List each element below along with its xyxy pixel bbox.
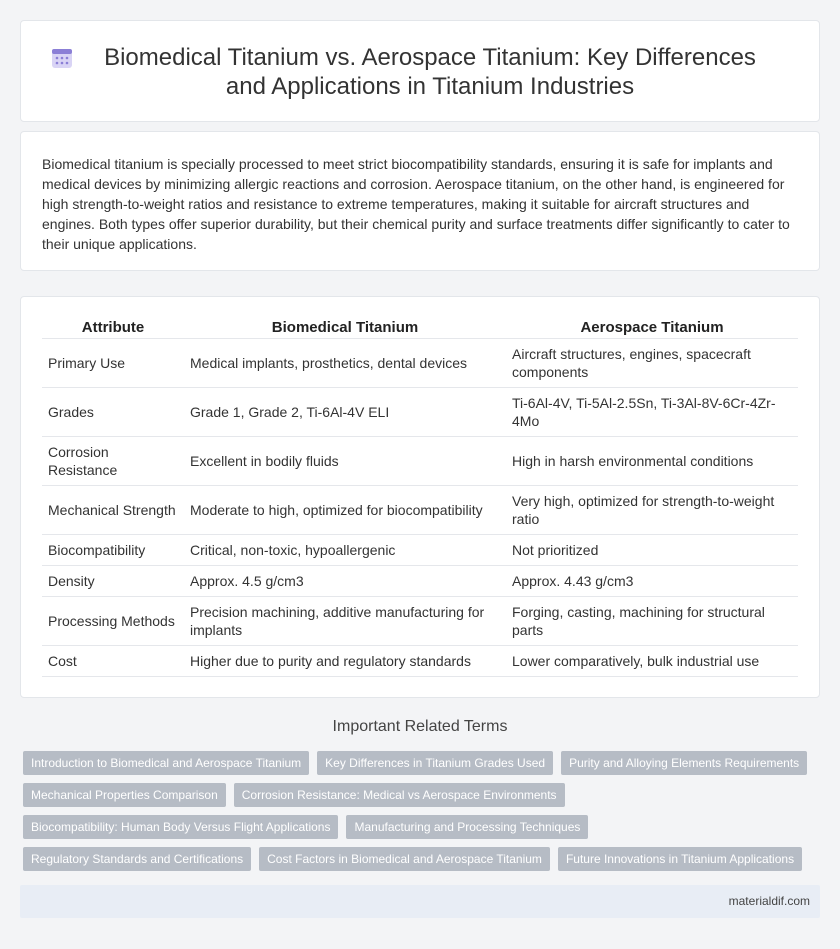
row-biomedical: Higher due to purity and regulatory standards xyxy=(184,646,506,677)
footer-site-link[interactable]: materialdif.com xyxy=(728,894,810,908)
related-term-tag[interactable]: Future Innovations in Titanium Applications xyxy=(558,847,802,871)
row-aerospace: Approx. 4.43 g/cm3 xyxy=(506,566,798,597)
row-attribute: Cost xyxy=(42,646,184,677)
row-biomedical: Moderate to high, optimized for biocompatibility xyxy=(184,486,506,535)
row-aerospace: Very high, optimized for strength-to-weight ratio xyxy=(506,486,798,535)
related-term-tag[interactable]: Biocompatibility: Human Body Versus Flight Applications xyxy=(23,815,338,839)
row-attribute: Processing Methods xyxy=(42,597,184,646)
row-attribute: Primary Use xyxy=(42,339,184,388)
table-row xyxy=(42,597,798,646)
row-attribute: Density xyxy=(42,566,184,597)
related-term-tag[interactable]: Manufacturing and Processing Techniques xyxy=(346,815,588,839)
row-aerospace: High in harsh environmental conditions xyxy=(506,437,798,486)
related-term-tag[interactable]: Introduction to Biomedical and Aerospace Titanium xyxy=(23,751,309,775)
related-term-tag[interactable]: Purity and Alloying Elements Requirements xyxy=(561,751,807,775)
related-term-tag[interactable]: Mechanical Properties Comparison xyxy=(23,783,226,807)
comparison-table xyxy=(42,314,798,677)
related-term-tag[interactable]: Regulatory Standards and Certifications xyxy=(23,847,251,871)
related-term-tag[interactable]: Corrosion Resistance: Medical vs Aerospace Environments xyxy=(234,783,565,807)
row-biomedical: Precision machining, additive manufacturing for implants xyxy=(184,597,506,646)
table-row xyxy=(42,486,798,535)
row-aerospace: Aircraft structures, engines, spacecraft components xyxy=(506,339,798,388)
footer xyxy=(20,885,820,918)
row-aerospace: Lower comparatively, bulk industrial use xyxy=(506,646,798,677)
row-attribute: Corrosion Resistance xyxy=(42,437,184,486)
comparison-table-card xyxy=(20,296,820,698)
row-biomedical: Grade 1, Grade 2, Ti-6Al-4V ELI xyxy=(184,388,506,437)
table-row xyxy=(42,388,798,437)
header-biomedical: Biomedical Titanium xyxy=(184,314,506,339)
table-row xyxy=(42,646,798,677)
row-attribute: Biocompatibility xyxy=(42,535,184,566)
row-biomedical: Excellent in bodily fluids xyxy=(184,437,506,486)
row-biomedical: Medical implants, prosthetics, dental devices xyxy=(184,339,506,388)
table-row xyxy=(42,339,798,388)
row-aerospace: Ti-6Al-4V, Ti-5Al-2.5Sn, Ti-3Al-8V-6Cr-4Zr-4Mo xyxy=(506,388,798,437)
table-header-row xyxy=(42,314,798,339)
row-attribute: Mechanical Strength xyxy=(42,486,184,535)
table-row xyxy=(42,535,798,566)
row-biomedical: Critical, non-toxic, hypoallergenic xyxy=(184,535,506,566)
intro-paragraph: Biomedical titanium is specially processed to meet strict biocompatibility standards, ensuring it is safe for implants and medical devices by minimizing allergic reactions and corrosion. Aerospace titanium, on the other hand, is engineered for high strength-to-weight ratios and resistance to extreme temperatures, making it suitable for aircraft structures and engines. Both types offer superior durability, but their chemical purity and surface treatments differ significantly to cater to their unique applications. xyxy=(42,156,790,252)
title-card xyxy=(20,20,820,122)
page-title: Biomedical Titanium vs. Aerospace Titanium: Key Differences and Applications in Titanium Industries xyxy=(104,44,756,100)
related-term-tag[interactable]: Key Differences in Titanium Grades Used xyxy=(317,751,553,775)
intro-card xyxy=(20,131,820,271)
row-aerospace: Forging, casting, machining for structural parts xyxy=(506,597,798,646)
table-row xyxy=(42,437,798,486)
related-terms-heading: Important Related Terms xyxy=(332,718,508,735)
row-attribute: Grades xyxy=(42,388,184,437)
related-terms-list xyxy=(23,751,823,871)
table-row xyxy=(42,566,798,597)
header-attribute: Attribute xyxy=(42,314,184,339)
row-aerospace: Not prioritized xyxy=(506,535,798,566)
row-biomedical: Approx. 4.5 g/cm3 xyxy=(184,566,506,597)
related-term-tag[interactable]: Cost Factors in Biomedical and Aerospace Titanium xyxy=(259,847,550,871)
header-aerospace: Aerospace Titanium xyxy=(506,314,798,339)
